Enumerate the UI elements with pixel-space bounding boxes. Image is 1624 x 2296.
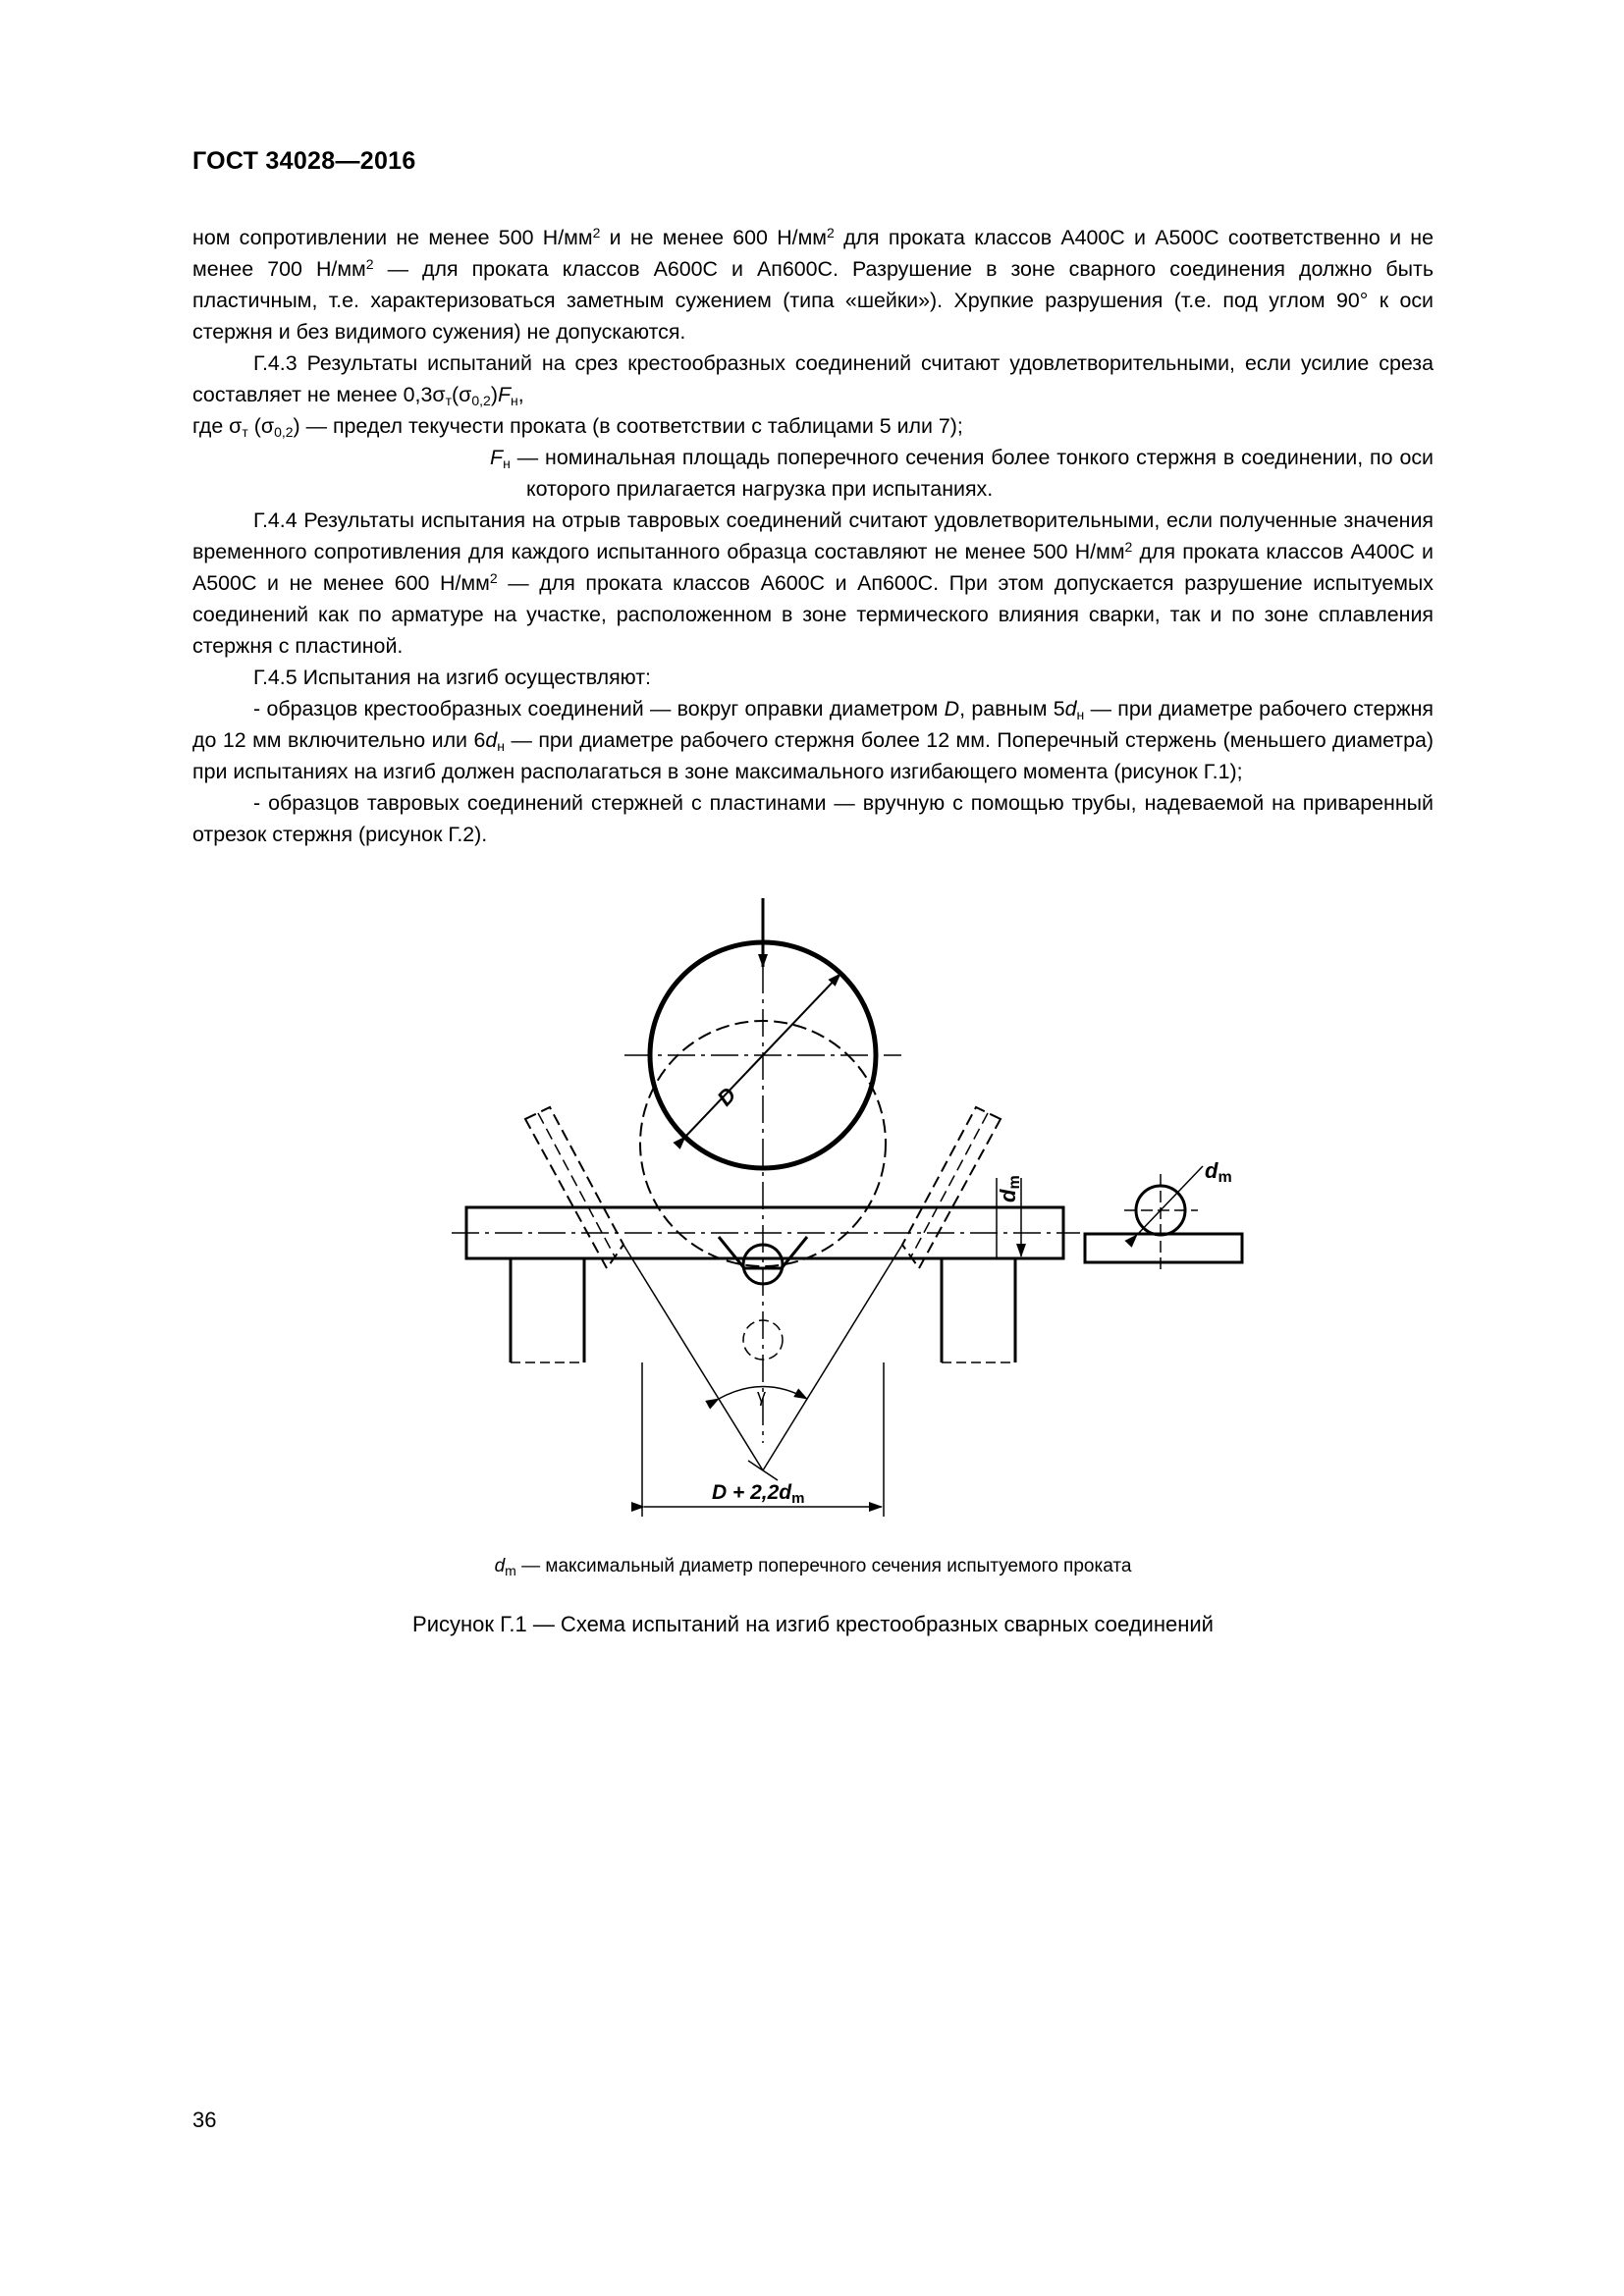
document-header: ГОСТ 34028—2016: [192, 147, 416, 175]
definition-fn: $F_н$ — номинальная площадь поперечного сечения более тонкого стержня в соединении, по оси которого прилагается нагрузка при испытаниях.: [490, 446, 1434, 501]
list-item-tee: - образцов тавровых соединений стержней с пластинами — вручную с помощью трубы, надеваемой на приваренный отрезок стержня (рисунок Г.2).: [192, 791, 1434, 846]
paragraph-g44: Г.4.4 Результаты испытания на отрыв тавровых соединений считают удовлетворительными, если полученные значения временного сопротивления для каждого испытанного образца составляют не менее 500 $Н/мм^2$ для проката классов А400С и А500С и не менее 600 $Н/мм^2$ — для проката классов А600С и Ап600С. При этом допускается разрушение испытуемых соединений как по арматуре на участке, расположенном в зоне термического влияния сварки, так и по зоне сплавления стержня с пластиной.: [192, 508, 1434, 658]
label-gamma: γ: [757, 1386, 766, 1406]
support-right: [942, 1258, 1015, 1362]
section-plate: [1085, 1234, 1242, 1262]
bend-test-diagram: [432, 883, 1296, 1531]
paragraph-g43: Г.4.3 Результаты испытаний на срез крестообразных соединений считают удовлетворительными, если усилие среза составляет не менее $0,3\sigma_т(\sigma_{0,2})F_н$,: [192, 351, 1434, 408]
label-D: D: [712, 1082, 741, 1111]
section-diameter-line: [1137, 1166, 1203, 1235]
label-D-plus-dm: D + 2,2dm: [712, 1481, 805, 1507]
label-dm-vertical: dm: [996, 1175, 1023, 1202]
list-item-cruciform: - образцов крестообразных соединений — вокруг оправки диаметром D, равным $5d_н$ — при диаметре рабочего стержня до 12 мм включительно или $6d_н$ — при диаметре рабочего стержня более 12 мм. Поперечный стержень (меньшего диаметра) при испытаниях на изгиб должен располагаться в зоне максимального изгибающего момента (рисунок Г.1);: [192, 697, 1434, 783]
figure-caption: Рисунок Г.1 — Схема испытаний на изгиб крестообразных сварных соединений: [412, 1612, 1214, 1636]
paragraph-g45: Г.4.5 Испытания на изгиб осуществляют:: [253, 666, 651, 689]
label-dm-section: dm: [1205, 1158, 1232, 1186]
support-left: [511, 1258, 584, 1362]
paragraph-continuation: ном сопротивлении не менее 500 $Н/мм^2$ и не менее 600 $Н/мм^2$ для проката классов А400С и А500С соответственно и не менее 700 $Н/мм^2$ — для проката классов А600С и Ап600С. Разрушение в зоне сварного соединения должно быть пластичным, т.е. характеризоваться заметным сужением (типа «шейки»). Хрупкие разрушения (т.е. под углом 90° к оси стержня и без видимого сужения) не допускаются.: [192, 225, 1435, 344]
angle-line-left: [623, 1245, 763, 1470]
figure-legend: $d_m$ — максимальный диаметр поперечного сечения испытуемого проката: [494, 1556, 1132, 1578]
angle-line-right: [763, 1245, 902, 1470]
page-number: 36: [192, 2108, 217, 2132]
body-text: [192, 222, 1434, 850]
where-clause: где $\sigma_т$ $(\sigma_{0,2})$ — предел текучести проката (в соответствии с таблицами 5 или 7);: [192, 414, 963, 440]
